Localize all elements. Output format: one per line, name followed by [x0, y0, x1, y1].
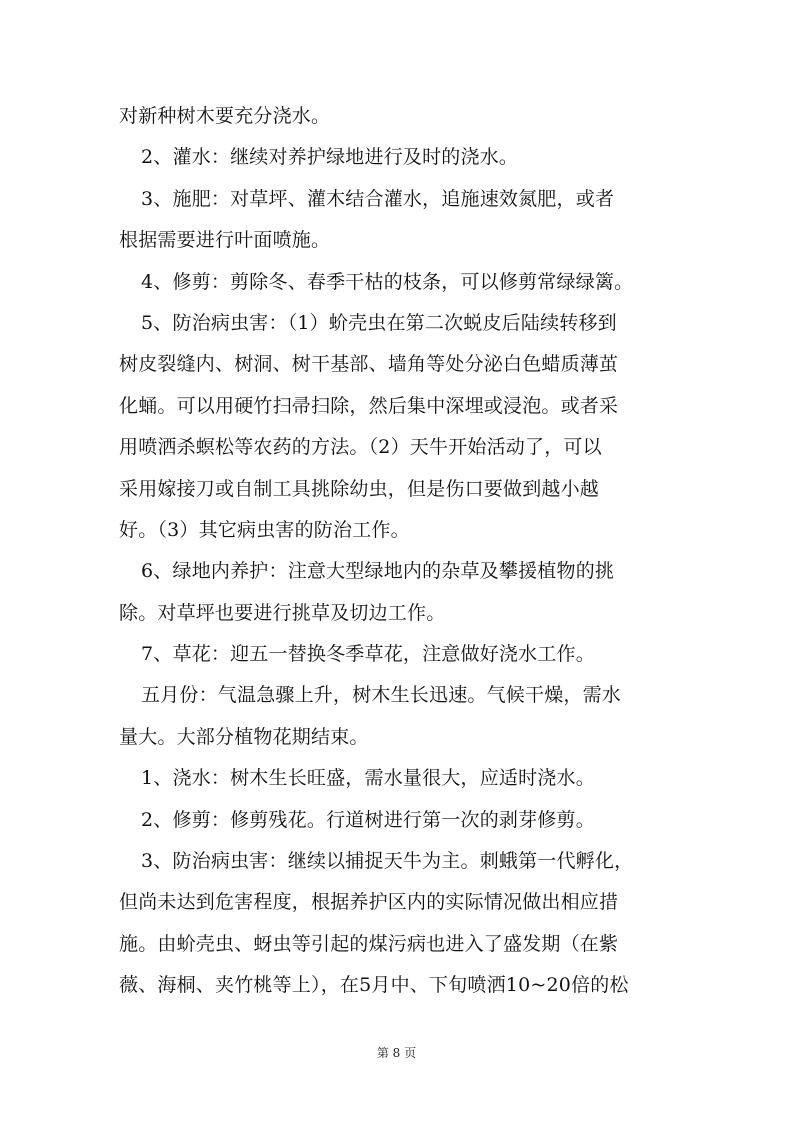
- text-line: 树皮裂缝内、树洞、树干基部、墙角等处分泌白色蜡质薄茧: [119, 353, 619, 376]
- text-line: 薇、海桐、夹竹桃等上），在5月中、下旬喷洒10~20倍的松: [119, 974, 629, 997]
- text-line: 6、绿地内养护：注意大型绿地内的杂草及攀援植物的挑: [141, 560, 615, 583]
- text-line: 根据需要进行叶面喷施。: [119, 229, 331, 252]
- text-line: 化蛹。可以用硬竹扫帚扫除，然后集中深埋或浸泡。或者采: [119, 394, 619, 417]
- text-line: 但尚未达到危害程度，根据养护区内的实际情况做出相应措: [119, 891, 619, 914]
- paragraph-8: [119, 675, 679, 758]
- paragraph-3: [119, 179, 679, 262]
- paragraph-4: [119, 262, 679, 303]
- text-line: 施。由蚧壳虫、蚜虫等引起的煤污病也进入了盛发期（在紫: [119, 932, 619, 955]
- paragraph-9: [119, 758, 679, 799]
- text-line: 2、修剪：修剪残花。行道树进行第一次的剥芽修剪。: [141, 808, 595, 831]
- text-line: 采用嫁接刀或自制工具挑除幼虫，但是伤口要做到越小越: [119, 477, 600, 500]
- paragraph-6: [119, 551, 679, 634]
- paragraph-7: [119, 634, 679, 675]
- text-line: 3、施肥：对草坪、灌木结合灌水，追施速效氮肥，或者: [141, 187, 615, 210]
- paragraph-11: [119, 841, 679, 1007]
- text-line: 用喷洒杀螟松等农药的方法。（2）天牛开始活动了，可以: [119, 436, 602, 459]
- text-line: 7、草花：迎五一替换冬季草花，注意做好浇水工作。: [141, 643, 595, 666]
- page-number: 第 8 页: [376, 1046, 417, 1060]
- document-body: [119, 96, 679, 1007]
- text-line: 对新种树木要充分浇水。: [119, 105, 331, 127]
- paragraph-10: [119, 800, 679, 841]
- text-line: 好。（3）其它病虫害的防治工作。: [119, 518, 410, 541]
- text-line: 2、灌水：继续对养护绿地进行及时的浇水。: [141, 146, 519, 169]
- paragraph-1: [119, 96, 679, 137]
- text-line: 5、防治病虫害：（1）蚧壳虫在第二次蜕皮后陆续转移到: [141, 311, 617, 334]
- paragraph-5: [119, 303, 679, 551]
- paragraph-2: [119, 137, 679, 178]
- text-line: 4、修剪：剪除冬、春季干枯的枝条，可以修剪常绿绿篱。: [141, 270, 634, 293]
- text-line: 除。对草坪也要进行挑草及切边工作。: [119, 601, 446, 624]
- text-line: 3、防治病虫害：继续以捕捉天牛为主。刺蛾第一代孵化，: [141, 850, 634, 873]
- text-line: 量大。大部分植物花期结束。: [119, 725, 369, 748]
- text-line: 1、浇水：树木生长旺盛，需水量很大，应适时浇水。: [141, 767, 595, 790]
- text-line: 五月份：气温急骤上升，树木生长迅速。气候干燥，需水: [141, 684, 622, 707]
